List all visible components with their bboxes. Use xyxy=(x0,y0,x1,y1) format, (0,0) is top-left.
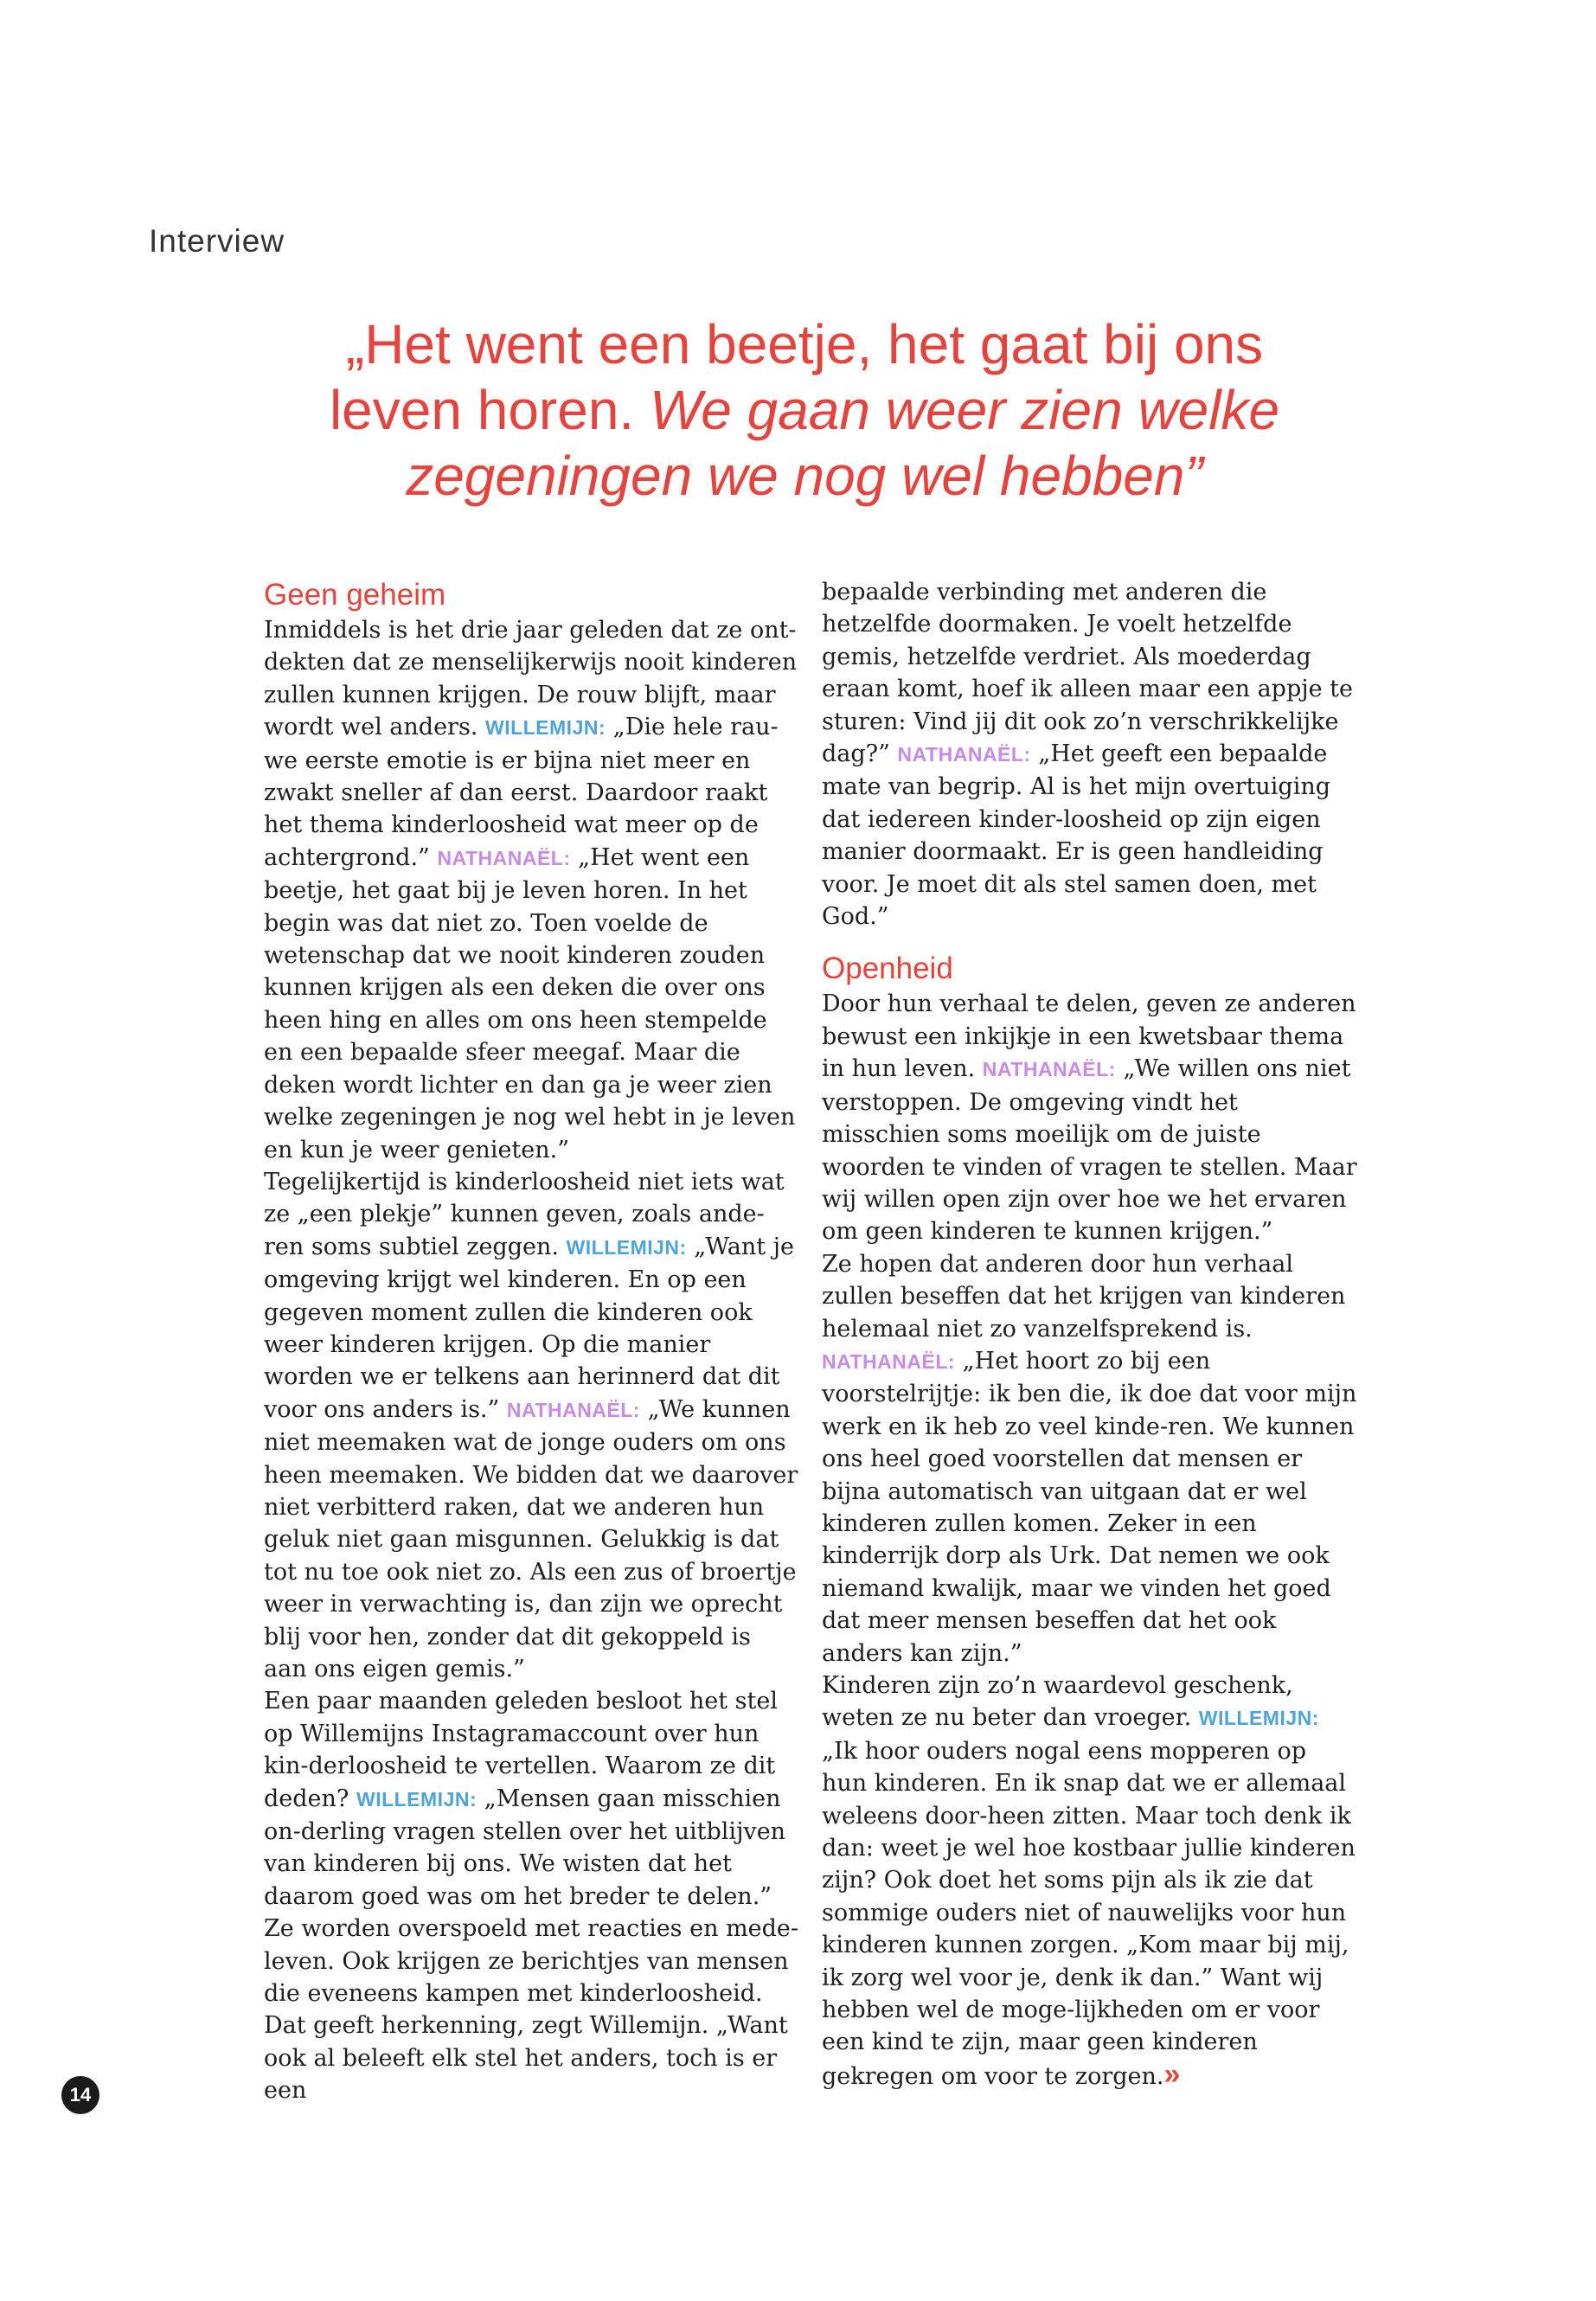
quote-text: „Want je omgeving krijgt wel kinderen. En op een gegeven moment zullen die kinderen ook weer kinderen krijgen. Op die manier worden we er telkens aan herinnerd dat dit voor ons anders is.” xyxy=(264,1233,794,1423)
paragraph: Ze worden overspoeld met reacties en mede-leven. Ook krijgen ze berichtjes van mensen die eveneens kampen met kinderloosheid. Dat geeft herkenning, zegt Willemijn. „Want ook al beleeft elk stel het anders, toch is er een xyxy=(264,1915,799,2105)
paragraph xyxy=(264,1166,800,1686)
speaker-willemijn: WILLEMIJN: xyxy=(484,716,606,740)
pull-quote-regular-1: „Het went een beetje, het gaat bij ons xyxy=(345,313,1264,375)
speaker-willemijn: WILLEMIJN: xyxy=(566,1235,687,1259)
body-text: Kinderen zijn zo’n waardevol geschenk, weten ze nu beter dan vroeger. xyxy=(822,1672,1293,1732)
paragraph xyxy=(264,1685,800,1913)
speaker-nathanael: NATHANAËL: xyxy=(822,1349,956,1373)
quote-text: „Het went een beetje, het gaat bij je leven horen. In het begin was dat niet zo. Toen voelde de wetenschap dat we nooit kinderen zouden kunnen krijgen als een deken die over ons heen hing en alles om ons heen stempelde en een bepaalde sfeer meegaf. Maar die deken wordt lichter en dan ga je weer zien welke zegeningen je nog wel hebt in je leven en kun je weer genieten.” xyxy=(264,843,796,1163)
pull-quote-regular-2: leven horen. xyxy=(329,379,635,441)
paragraph xyxy=(822,988,1358,1247)
end-of-article-icon: » xyxy=(1163,2057,1177,2091)
quote-text: „We kunnen niet meemaken wat de jonge ouders om ons heen meemaken. We bidden dat we daarover niet verbitterd raken, dat we anderen hun geluk niet gaan misgunnen. Gelukkig is dat tot nu toe ook niet zo. Als een zus of broertje weer in verwachting is, dan zijn we oprecht blij voor hen, zonder dat dit gekoppeld is aan ons eigen gemis.” xyxy=(264,1395,798,1682)
quote-text: „Die hele rau-we eerste emotie is er bijna niet meer en zwakt sneller af dan eerst. Daardoor raakt het thema kinderloosheid wat meer op de achtergrond.” xyxy=(264,714,779,871)
speaker-willemijn: WILLEMIJN: xyxy=(1198,1707,1319,1730)
heading-openheid: Openheid xyxy=(822,952,953,986)
speaker-nathanael: NATHANAËL: xyxy=(982,1058,1116,1081)
speaker-nathanael: NATHANAËL: xyxy=(897,743,1031,766)
body-text: Door hun verhaal te delen, geven ze anderen bewust een inkijkje in een kwetsbaar thema in hun leven. xyxy=(822,990,1356,1083)
body-text: Ze hopen dat anderen door hun verhaal zullen beseffen dat het krijgen van kinderen helemaal niet zo vanzelfsprekend is. xyxy=(822,1250,1346,1343)
pull-quote-italic-2: zegeningen we nog wel hebben” xyxy=(406,445,1203,507)
body-text: bepaalde verbinding met anderen die hetzelfde doormaken. Je voelt hetzelfde gemis, hetzelfde verdriet. Als moederdag eraan komt, hoef ik alleen maar een appje te sturen: Vind jij dit ook zo’n verschrikkelijke dag?” xyxy=(822,579,1353,768)
speaker-nathanael: NATHANAËL: xyxy=(437,846,571,869)
body-text: Een paar maanden geleden besloot het stel op Willemijns Instagramaccount over hun kin-derloosheid te vertellen. Waarom ze dit deden? xyxy=(264,1688,778,1812)
pull-quote xyxy=(260,311,1349,509)
quote-text: „We willen ons niet verstoppen. De omgeving vindt het misschien soms moeilijk om de juiste woorden te vinden of vragen te stellen. Maar wij willen open zijn over hoe we het ervaren om geen kinderen te kunnen krijgen.” xyxy=(822,1055,1357,1246)
pull-quote-italic-1: We gaan weer zien welke xyxy=(649,379,1280,441)
speaker-willemijn: WILLEMIJN: xyxy=(356,1787,478,1811)
quote-text: „Het geeft een bepaalde mate van begrip. Al is het mijn overtuiging dat iedereen kinder-loosheid op zijn eigen manier doormaakt. Er is geen handleiding voor. Je moet dit als stel samen doen, met God.” xyxy=(822,740,1331,931)
body-text: Tegelijkertijd is kinderloosheid niet iets wat ze „een plekje” kunnen geven, zoals ande-ren soms subtiel zeggen. xyxy=(264,1168,785,1260)
paragraph xyxy=(264,614,800,1166)
body-text: Inmiddels is het drie jaar geleden dat ze ont-dekten dat ze menselijkerwijs nooit kinderen zullen kunnen krijgen. De rouw blijft, maar wordt wel anders. xyxy=(264,617,798,741)
quote-text: „Ik hoor ouders nogal eens mopperen op hun kinderen. En ik snap dat we er allemaal weleens door-heen zitten. Maar toch denk ik dan: weet je wel hoe kostbaar jullie kinderen zijn? Ook doet het soms pijn als ik zie dat sommige ouders niet of nauwelijks voor hun kinderen kunnen zorgen. „Kom maar bij mij, ik zorg wel voor je, denk ik dan.” Want wij hebben wel de moge-lijkheden om er voor een kind te zijn, maar geen kinderen gekregen om voor te zorgen. xyxy=(822,1737,1356,2090)
paragraph xyxy=(822,576,1358,933)
speaker-nathanael: NATHANAËL: xyxy=(506,1398,640,1421)
quote-text: „Mensen gaan misschien on-derling vragen stellen over het uitblijven van kinderen bij ons. We wisten dat het daarom goed was om het breder te delen.” xyxy=(264,1785,786,1910)
quote-text: „Het hoort zo bij een voorstelrijtje: ik ben die, ik doe dat voor mijn werk en ik heb zo veel kinde-ren. We kunnen ons heel goed voorstellen dat mensen er bijna automatisch van uitgaan dat er wel kinderen zullen komen. Zeker in een kinderrijk dorp als Urk. Dat nemen we ook niemand kwalijk, maar we vinden het goed dat meer mensen beseffen dat het ook anders kan zijn.” xyxy=(822,1347,1357,1667)
paragraph xyxy=(822,1670,1358,2093)
heading-geen-geheim: Geen geheim xyxy=(264,578,446,612)
page-number: 14 xyxy=(61,2076,99,2114)
section-label: Interview xyxy=(149,223,285,259)
article-column-right xyxy=(822,576,1358,2093)
article-column-left xyxy=(264,576,800,2107)
paragraph xyxy=(822,1248,1358,1670)
